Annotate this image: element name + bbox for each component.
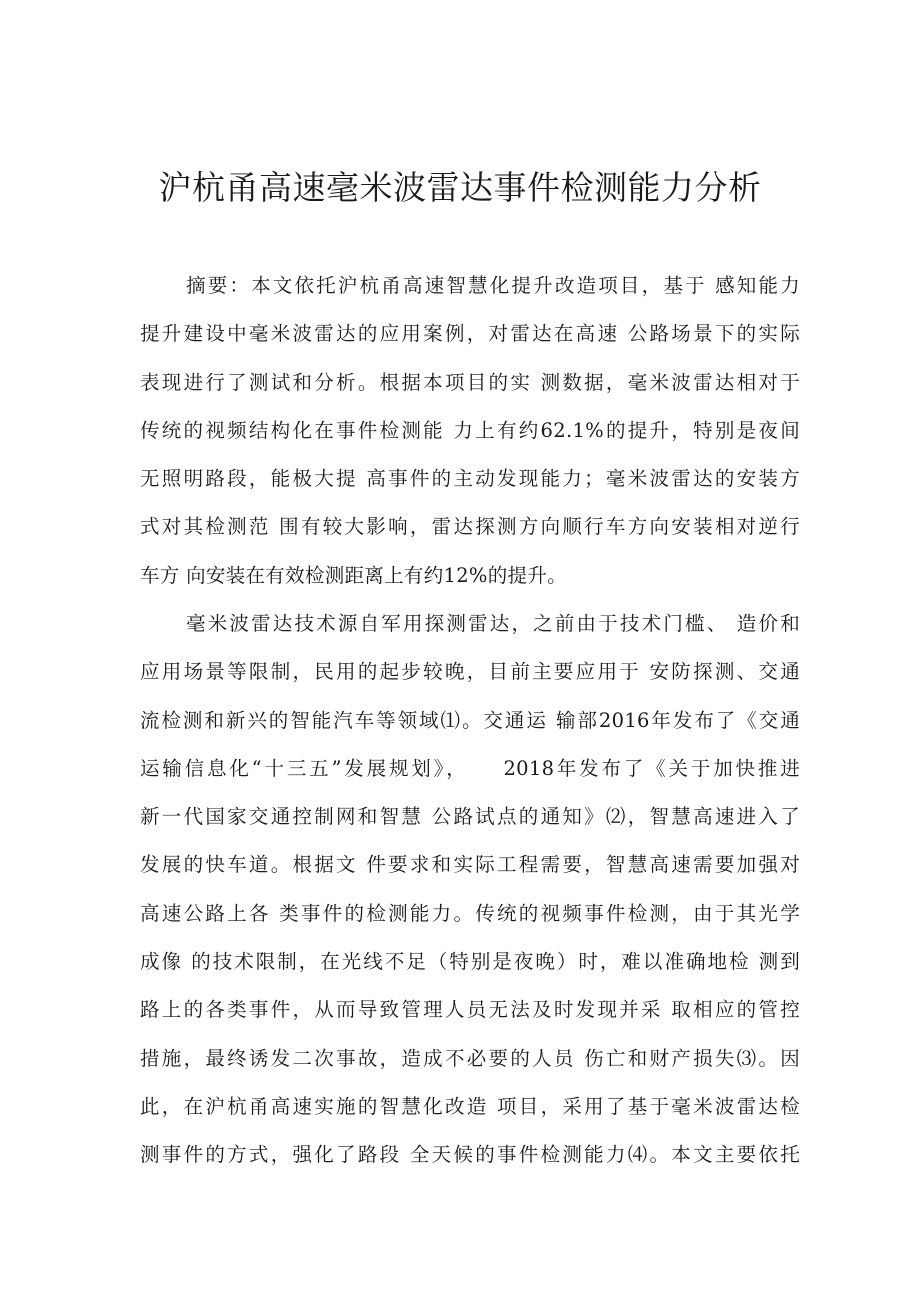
- abstract-paragraph: [140, 262, 800, 600]
- body-line: 流检测和新兴的智能汽车等领域⑴。交通运 输部2016年发布了《交通: [140, 708, 800, 732]
- abstract-line: 表现进行了测试和分析。根据本项目的实 测数据，毫米波雷达相对于: [140, 370, 800, 394]
- abstract-line: 无照明路段，能极大提 高事件的主动发现能力；毫米波雷达的安装方: [140, 467, 800, 491]
- abstract-line: 提升建设中毫米波雷达的应用案例，对雷达在高速 公路场景下的实际: [140, 322, 800, 346]
- body-line: 测事件的方式，强化了路段 全天候的事件检测能力⑷。本文主要依托: [140, 1143, 800, 1167]
- body-line: 运输信息化“十三五”发展规划》， 2018年发布了《关于加快推进: [140, 756, 800, 780]
- document-title: 沪杭甬高速毫米波雷达事件检测能力分析: [158, 168, 762, 207]
- body-line: 应用场景等限制，民用的起步较晚，目前主要应用于 安防探测、交通: [140, 660, 800, 684]
- body-line: 措施，最终诱发二次事故，造成不必要的人员 伤亡和财产损失⑶。因: [140, 1046, 800, 1070]
- body-line: 成像 的技术限制，在光线不足（特别是夜晚）时，难以准确地检 测到: [140, 950, 800, 974]
- body-paragraph: [140, 600, 800, 1180]
- body-line: 毫米波雷达技术源自军用探测雷达，之前由于技术门槛、 造价和: [186, 612, 800, 635]
- body-line: 新一代国家交通控制网和智慧 公路试点的通知》⑵，智慧高速进入了: [140, 805, 800, 829]
- body-line: 路上的各类事件，从而导致管理人员无法及时发现并采 取相应的管控: [140, 998, 800, 1022]
- body-line: 高速公路上各 类事件的检测能力。传统的视频事件检测，由于其光学: [140, 901, 800, 925]
- abstract-line: 传统的视频结构化在事件检测能 力上有约62.1%的提升，特别是夜间: [140, 418, 800, 442]
- body-line: 发展的快车道。根据文 件要求和实际工程需要，智慧高速需要加强对: [140, 853, 800, 877]
- body-line: 此，在沪杭甬高速实施的智慧化改造 项目，采用了基于毫米波雷达检: [140, 1094, 800, 1118]
- abstract-line: 摘要：本文依托沪杭甬高速智慧化提升改造项目，基于 感知能力: [186, 274, 800, 297]
- abstract-line: 式对其检测范 围有较大影响，雷达探测方向顺行车方向安装相对逆行: [140, 515, 800, 539]
- abstract-line: 车方 向安装在有效检测距离上有约12%的提升。: [140, 563, 567, 587]
